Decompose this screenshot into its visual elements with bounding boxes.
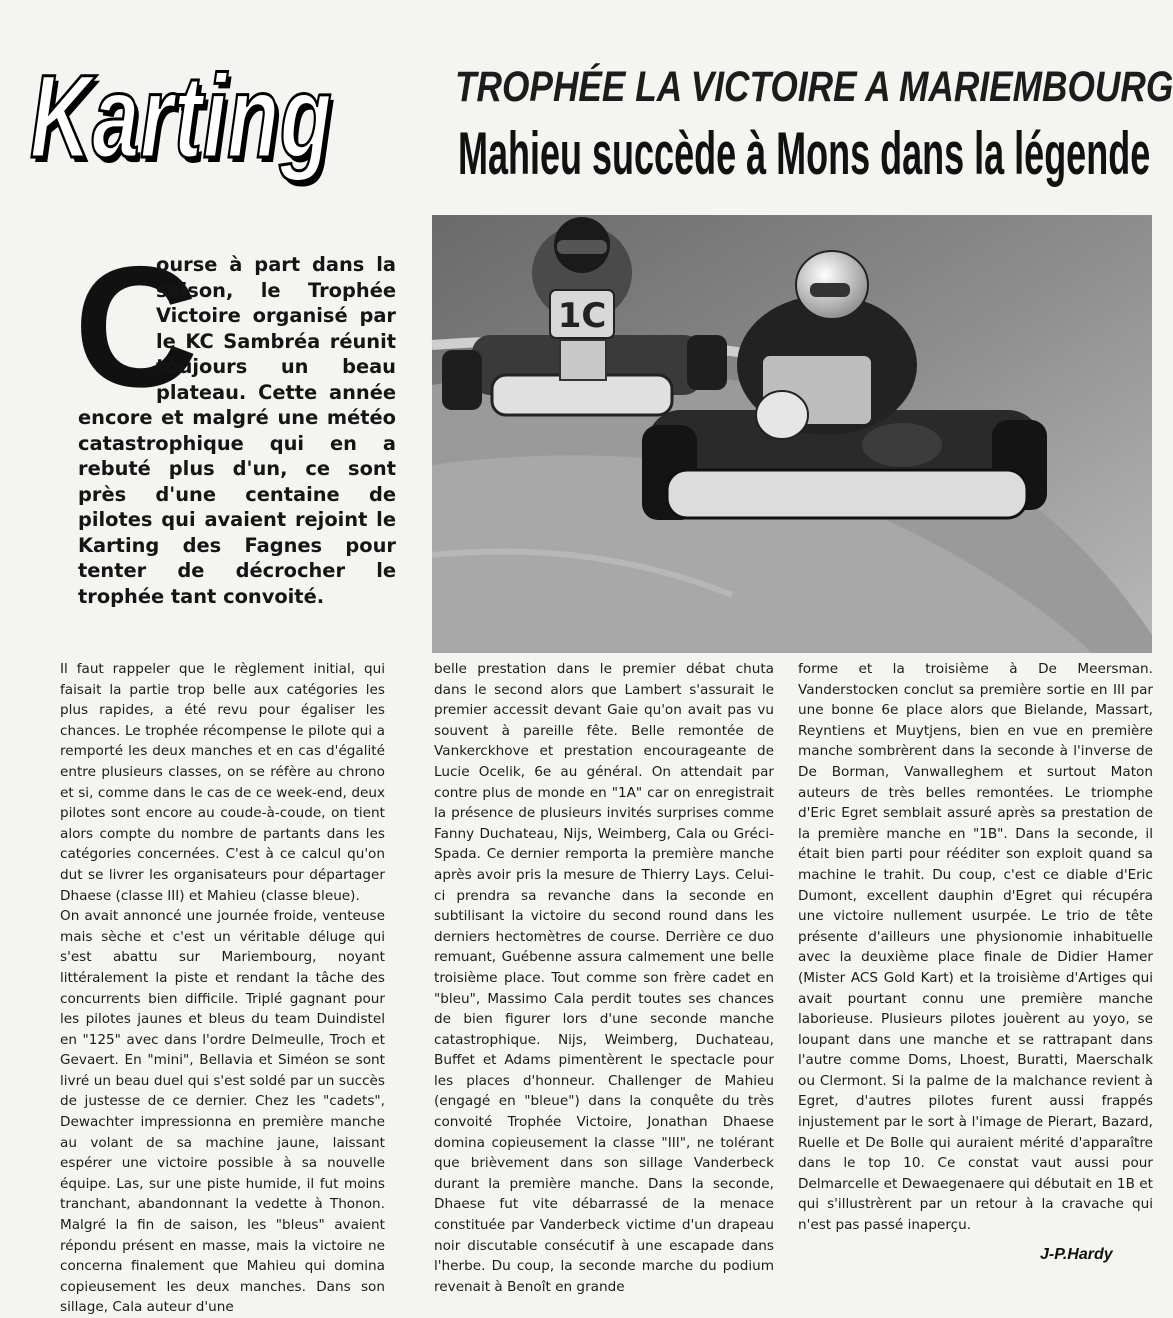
lead-paragraph (74, 231, 396, 609)
kicker: TROPHÉE LA VICTOIRE A MARIEMBOURG (455, 63, 1173, 111)
body-paragraph: belle prestation dans le premier débat chuta dans le second alors que Lambert s'assurait le premier accessit devant Gaie qu'on avait pas vu souvent à pareille fête. Belle remontée de Vankerckhove et prestation encourageante de Lucie Ocelik, 6e au général. On attendait par contre plus de monde en "1A" car on enregistrait la présence de plusieurs invités surprises comme Fanny Duchateau, Nijs, Weimberg, Cala ou Gréci-Spada. Ce dernier remporta la première manche après avoir pris la mesure de Thierry Lays. Celui-ci prendra sa revanche dans la seconde en subtilisant la victoire du second round dans les derniers hectomètres de course. Derrière ce duo remuant, Guébenne assura calmement une belle troisième place. Tout comme son frère cadet en "bleu", Massimo Cala perdit toutes ses chances de bien figurer lors d'une seconde manche catastrophique. Nijs, Weimberg, Duchateau, Buffet et Adams pimentèrent le spectacle pour les places d'honneur. Challenger de Mahieu (engagé en "bleue") dans la conquête du très convoité Trophée Victoire, Jonathan Dhaese domina copieusement la classe "III", ne tolérant que brièvement dans son sillage Vanderbeck durant la première manche. Dans la seconde, Dhaese fut vite débarrassé de la menace constituée par Vanderbeck victime d'un drapeau noir discutable consécutif à une escapade dans l'herbe. Du coup, la seconde marche du podium revenait à Benoît en grande (434, 661, 774, 1295)
body-column-1 (60, 659, 385, 1318)
lead-text: ourse à part dans la saison, le Trophée Victoire organisé par le KC Sambréa réunit toujours un beau plateau. Cette année encore et malgré une météo catastrophique qui en a rebuté plus d'un, ce sont près d'une centaine de pilotes qui avaient rejoint le Karting des Fagnes pour tenter de décrocher le trophée tant convoité. (78, 253, 396, 608)
section-title: Karting (30, 51, 333, 183)
byline: J-P.Hardy (1040, 1246, 1113, 1263)
karting-photo (432, 215, 1152, 653)
body-paragraph: Il faut rappeler que le règlement initial, qui faisait la partie trop belle aux catégories les plus rapides, a été revu pour égaliser les chances. Le trophée récompense le pilote qui a remporté les deux manches et en cas d'égalité entre plusieurs classes, on se réfère au chrono et si, comme dans le cas de ce week-end, deux pilotes sont encore au coude-à-coude, on tient alors compte du nombre de partants dans les catégories concernées. C'est à ce calcul qu'on dut se livrer les organisateurs pour départager Dhaese (classe III) et Mahieu (classe bleue). (60, 661, 385, 904)
body-paragraph: forme et la troisième à De Meersman. Vanderstocken conclut sa première sortie en III par une bonne 6e place alors que Bielande, Massart, Reyntiens et Muytjens, bien en vue en première manche sombrèrent dans la seconde à l'inverse de De Borman, Vanwalleghem et surtout Maton auteurs de très belles remontées. Le triomphe d'Eric Egret semblait assuré après sa prestation de la première manche en "1B". Dans la seconde, il était bien parti pour rééditer son exploit quand sa machine le trahit. Du coup, c'est ce diable d'Eric Dumont, excellent dauphin d'Egret qui récupéra une victoire nullement usurpée. Le trio de tête présente d'ailleurs une physionomie inhabituelle avec la deuxième place finale de Didier Hamer (Mister ACS Gold Kart) et la troisième d'Artiges qui avait pourtant connu une première manche laborieuse. Plusieurs pilotes jouèrent au yoyo, se loupant dans une manche et se rattrapant dans l'autre comme Doms, Lhoest, Buratti, Maerschalk ou Clermont. Si la palme de la malchance revient à Egret, d'autres pilotes furent aussi frappés injustement par le sort à l'image de Pierart, Bazard, Ruelle et De Bolle qui auraient mérité d'apparaître dans le top 10. Ce constat vaut aussi pour Delmarcelle et Dewaegenaere qui débutait en 1B et qui s'illustrèrent par un retour à la cravache qui n'est pas passé inaperçu. (798, 661, 1153, 1234)
body-column-2 (434, 659, 774, 1297)
body-column-3 (798, 659, 1153, 1236)
body-paragraph: On avait annoncé une journée froide, venteuse mais sèche et c'est un véritable déluge qui s'est abattu sur Mariembourg, noyant littéralement la piste et rendant la tâche des concurrents bien difficile. Triplé gagnant pour les pilotes jaunes et bleus du team Duindistel en "125" avec dans l'ordre Delmeulle, Troch et Gevaert. En "mini", Bellavia et Siméon se sont livré un beau duel qui s'est soldé par un succès de justesse de ce dernier. Chez les "cadets", Dewachter impressionna en première manche au volant de sa machine jaune, laissant espérer une victoire possible à sa nouvelle équipe. Las, sur une piste humide, il fut moins tranchant, abandonnant la vedette à Thonon. Malgré la fin de saison, les "bleus" avaient répondu présent en masse, mais la victoire ne concerna finalement que Mahieu qui domina copieusement les deux manches. Dans son sillage, Cala auteur d'une (60, 908, 385, 1316)
drop-cap (74, 231, 199, 423)
kart-number: 1C (557, 296, 607, 336)
headline: Mahieu succède à Mons dans la légende (458, 120, 1151, 187)
svg-text:C: C (74, 231, 199, 423)
